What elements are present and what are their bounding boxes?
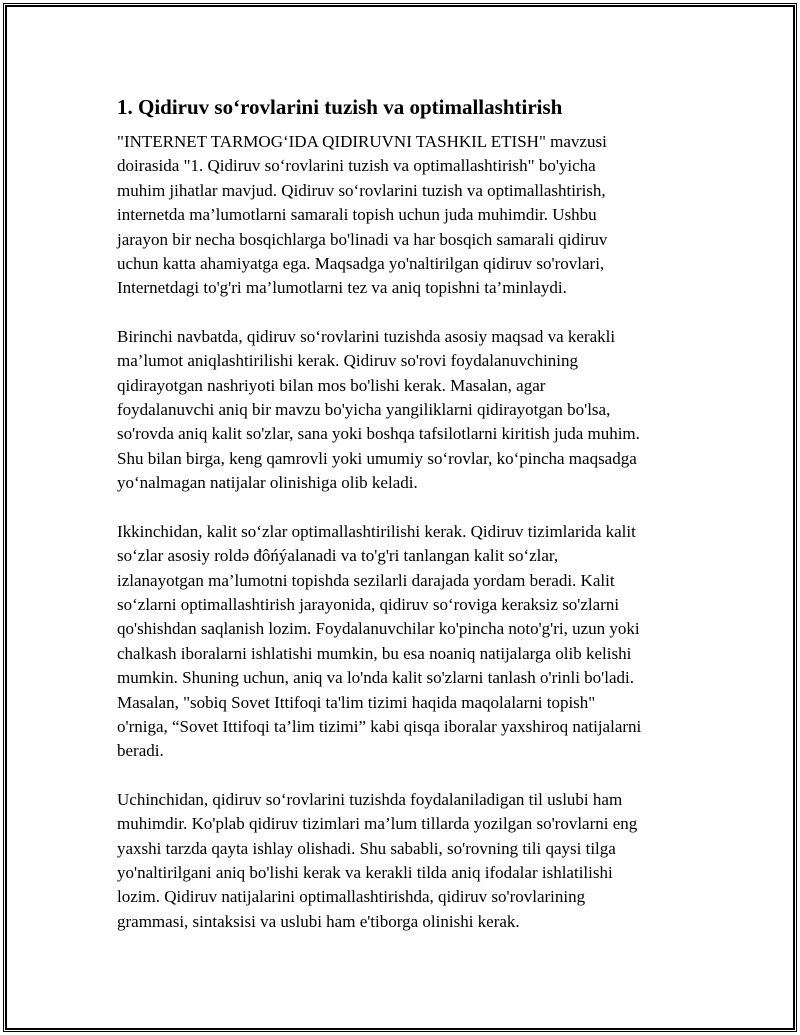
text-line: so'rovda aniq kalit so'zlar, sana yoki boshqa tafsilotlarni kiritish juda muhim. [117, 424, 640, 444]
text-line: yaxshi tarzda qayta ishlay olishadi. Shu sababli, so'rovning tili qaysi tilga [117, 838, 616, 858]
paragraph [117, 130, 687, 301]
text-line: doirasida "1. Qidiruv so‘rovlarini tuzish va optimallashtirish" bo'yicha [117, 156, 596, 176]
paragraph [117, 520, 687, 764]
text-line: ma’lumot aniqlashtirilishi kerak. Qidiruv so'rovi foydalanuvchining [117, 351, 579, 371]
text-line: izlanayotgan ma’lumotni topishda sezilarli darajada yordam beradi. Kalit [117, 570, 615, 590]
text-line: mumkin. Shuning uchun, aniq va lo'nda kalit so'zlarni tanlash o'rinli bo'ladi. [117, 668, 634, 688]
text-line: o'rniga, “Sovet Ittifoqi ta’lim tizimi” kabi qisqa iboralar yaxshiroq natijalarni [117, 716, 642, 736]
text-line: yo'naltirilgani aniq bo'lishi kerak va kerakli tilda aniq ifodalar ishlatilishi [117, 862, 613, 882]
text-line: Ikkinchidan, kalit so‘zlar optimallashtirilishi kerak. Qidiruv tizimlarida kalit [117, 521, 636, 541]
text-line: qidirayotgan nashriyoti bilan mos bo'lishi kerak. Masalan, agar [117, 375, 546, 395]
text-line: Birinchi navbatda, qidiruv so‘rovlarini tuzishda asosiy maqsad va kerakli [117, 326, 616, 346]
text-line: "INTERNET TARMOG‘IDA QIDIRUVNI TASHKIL ETISH" mavzusi [117, 132, 607, 151]
paragraph [117, 788, 687, 934]
paragraph-list [117, 130, 687, 934]
text-line: beradi. [117, 741, 164, 761]
text-line: internetda ma’lumotlarni samarali topish uchun juda muhimdir. Ushbu [117, 205, 597, 225]
paragraph [117, 325, 687, 496]
text-line: Internetdagi to'g'ri ma’lumotlarni tez va aniq topishni ta’minlaydi. [117, 278, 567, 298]
document-body [117, 93, 687, 958]
text-line: Uchinchidan, qidiruv so‘rovlarini tuzishda foydalaniladigan til uslubi ham [117, 789, 623, 809]
text-line: so‘zlar asosiy roldə đôńýalanadi va to'g'ri tanlangan kalit so‘zlar, [117, 546, 559, 566]
text-line: foydalanuvchi aniq bir mavzu bo'yicha yangiliklarni qidirayotgan bo'lsa, [117, 400, 611, 420]
text-line: Shu bilan birga, keng qamrovli yoki umumiy so‘rovlar, ko‘pincha maqsadga [117, 448, 637, 468]
text-line: grammasi, sintaksisi va uslubi ham e'tiborga olinishi kerak. [117, 911, 520, 931]
text-line: Masalan, "sobiq Sovet Ittifoqi ta'lim tizimi haqida maqolalarni topish" [117, 692, 596, 712]
text-line: muhimdir. Ko'plab qidiruv tizimlari ma’lum tillarda yozilgan so'rovlarni eng [117, 814, 638, 834]
text-line: qo'shishdan saqlanish lozim. Foydalanuvchilar ko'pincha noto'g'ri, uzun yoki [117, 619, 640, 639]
text-line: chalkash iboralarni ishlatishi mumkin, bu esa noaniq natijalarga olib kelishi [117, 643, 632, 663]
text-line: yo‘nalmagan natijalar olinishiga olib keladi. [117, 473, 418, 493]
text-line: jarayon bir necha bosqichlarga bo'linadi va har bosqich samarali qidiruv [117, 229, 608, 249]
text-line: so‘zlarni optimallashtirish jarayonida, qidiruv so‘roviga keraksiz so'zlarni [117, 594, 620, 614]
text-line: muhim jihatlar mavjud. Qidiruv so‘rovlarini tuzish va optimallashtirish, [117, 180, 606, 200]
text-line: uchun katta ahamiyatga ega. Maqsadga yo'naltirilgan qidiruv so'rovlari, [117, 254, 605, 274]
text-line: lozim. Qidiruv natijalarini optimallashtirishda, qidiruv so'rovlarining [117, 887, 586, 907]
section-heading: 1. Qidiruv so‘rovlarini tuzish va optimallashtirish [117, 95, 563, 119]
